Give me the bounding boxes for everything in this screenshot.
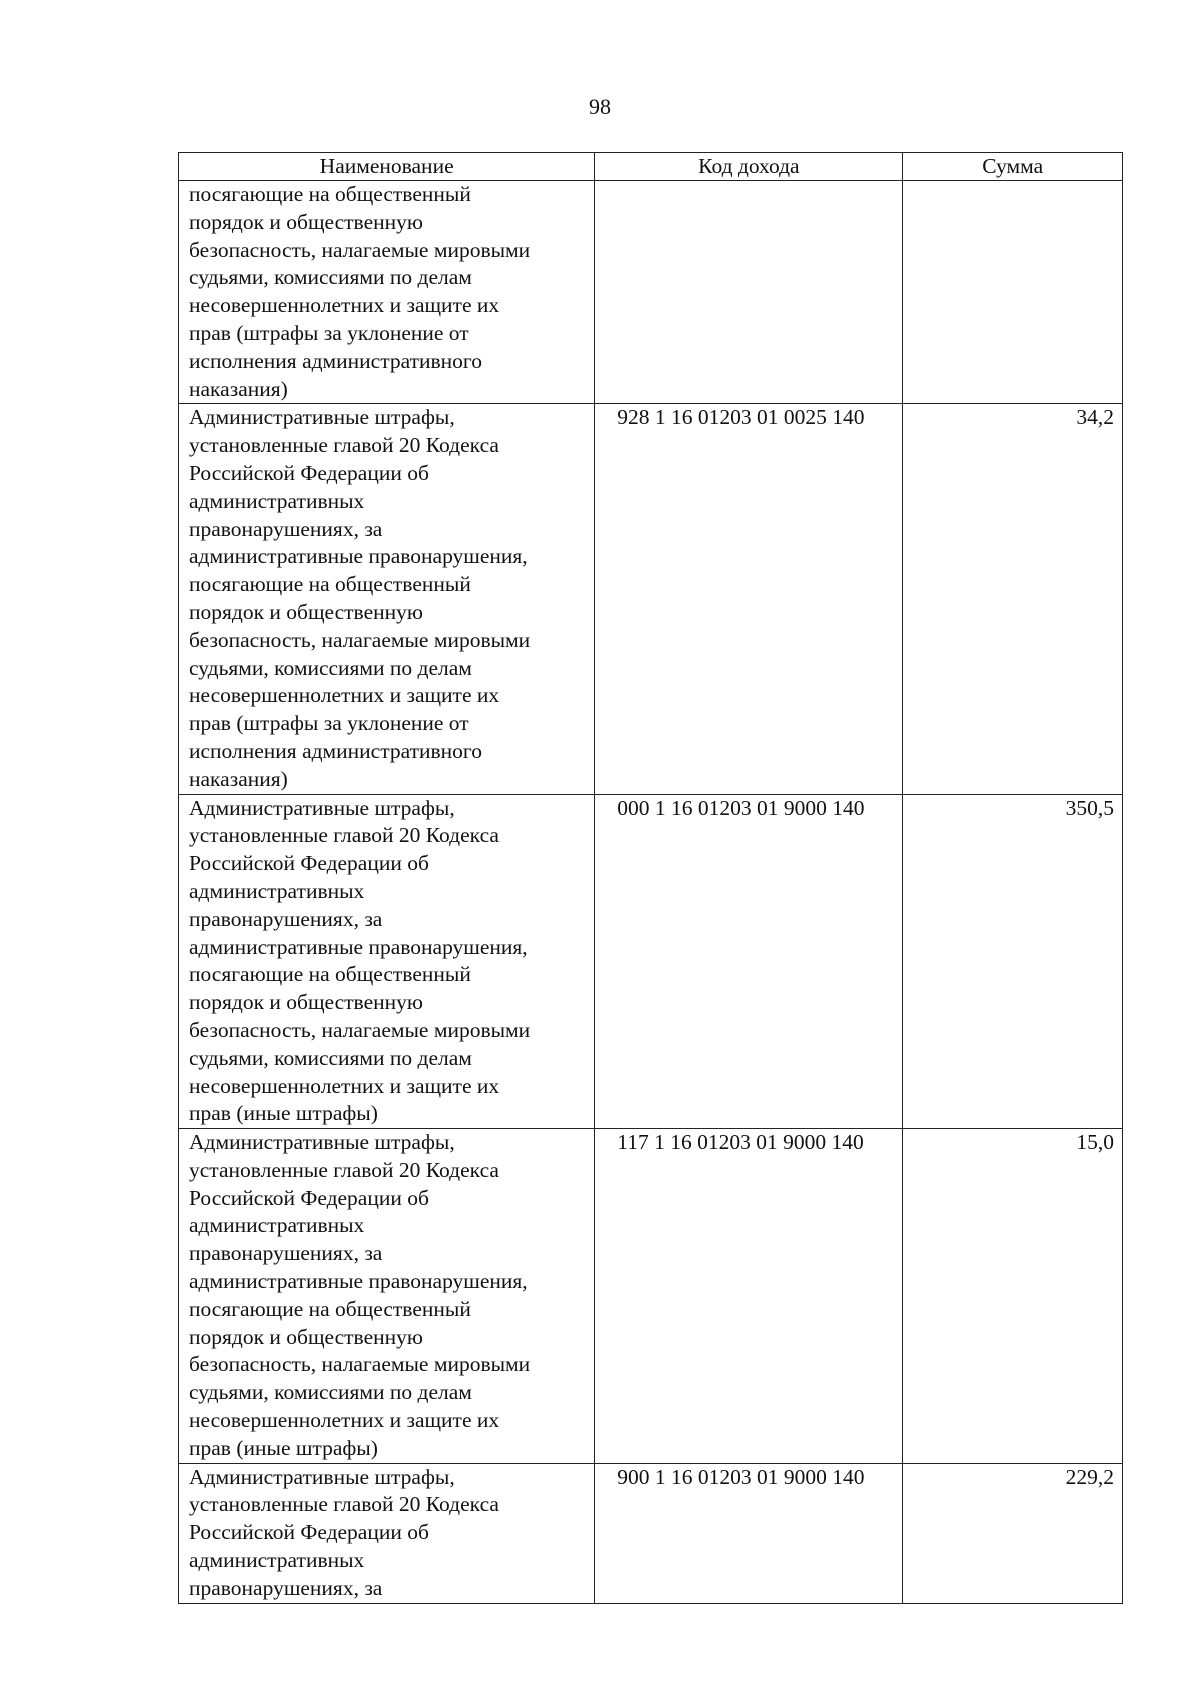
cell-name bbox=[179, 404, 595, 794]
name-line: административные правонарушения, bbox=[189, 1269, 528, 1294]
name-line: административных bbox=[189, 1548, 365, 1573]
name-line: установленные главой 20 Кодекса bbox=[189, 823, 499, 848]
name-line: судьями, комиссиями по делам bbox=[189, 1380, 472, 1405]
name-line: административных bbox=[189, 1213, 365, 1238]
name-line: судьями, комиссиями по делам bbox=[189, 265, 472, 290]
cell-name bbox=[179, 1463, 595, 1603]
name-line: Административные штрафы, bbox=[189, 405, 455, 430]
name-line: судьями, комиссиями по делам bbox=[189, 655, 472, 680]
name-line: правонарушениях, за bbox=[189, 906, 383, 931]
name-line: посягающие на общественный bbox=[189, 572, 471, 597]
name-line: административных bbox=[189, 488, 365, 513]
name-line: порядок и общественную bbox=[189, 1324, 423, 1349]
name-line: Административные штрафы, bbox=[189, 795, 455, 820]
page-number: 98 bbox=[589, 94, 611, 119]
cell-sum: 350,5 bbox=[903, 794, 1123, 1129]
name-line: безопасность, налагаемые мировыми bbox=[189, 627, 531, 652]
name-line: несовершеннолетних и защите их bbox=[189, 683, 500, 708]
name-line: наказания) bbox=[189, 376, 288, 401]
cell-code: 117 1 16 01203 01 9000 140 bbox=[595, 1129, 903, 1464]
income-table bbox=[178, 152, 1123, 1604]
name-line: административных bbox=[189, 878, 365, 903]
table-row bbox=[179, 794, 1123, 1129]
name-line: посягающие на общественный bbox=[189, 962, 471, 987]
name-line: установленные главой 20 Кодекса bbox=[189, 1157, 499, 1182]
name-line: исполнения административного bbox=[189, 738, 482, 763]
name-line: безопасность, налагаемые мировыми bbox=[189, 1017, 531, 1042]
cell-sum: 229,2 bbox=[903, 1463, 1123, 1603]
cell-sum bbox=[903, 181, 1123, 404]
name-line: Российской Федерации об bbox=[189, 851, 429, 876]
name-line: правонарушениях, за bbox=[189, 1575, 383, 1600]
cell-code: 928 1 16 01203 01 0025 140 bbox=[595, 404, 903, 794]
cell-code: 000 1 16 01203 01 9000 140 bbox=[595, 794, 903, 1129]
name-line: правонарушениях, за bbox=[189, 1241, 383, 1266]
cell-sum: 34,2 bbox=[903, 404, 1123, 794]
name-line: безопасность, налагаемые мировыми bbox=[189, 237, 531, 262]
name-line: прав (штрафы за уклонение от bbox=[189, 711, 469, 736]
name-line: посягающие на общественный bbox=[189, 182, 471, 206]
header-name: Наименование bbox=[179, 153, 595, 181]
name-line: прав (иные штрафы) bbox=[189, 1435, 378, 1460]
table-row bbox=[179, 181, 1123, 404]
table-body bbox=[179, 181, 1123, 1604]
name-line: Российской Федерации об bbox=[189, 460, 429, 485]
name-line: установленные главой 20 Кодекса bbox=[189, 1492, 499, 1517]
name-line: прав (иные штрафы) bbox=[189, 1101, 378, 1126]
name-line: Административные штрафы, bbox=[189, 1464, 455, 1489]
cell-code: 900 1 16 01203 01 9000 140 bbox=[595, 1463, 903, 1603]
name-line: Российской Федерации об bbox=[189, 1185, 429, 1210]
name-line: порядок и общественную bbox=[189, 990, 423, 1015]
name-line: Административные штрафы, bbox=[189, 1130, 455, 1155]
name-line: правонарушениях, за bbox=[189, 516, 383, 541]
table-header-row bbox=[179, 153, 1123, 181]
name-line: судьями, комиссиями по делам bbox=[189, 1045, 472, 1070]
name-line: безопасность, налагаемые мировыми bbox=[189, 1352, 531, 1377]
cell-name bbox=[179, 794, 595, 1129]
name-line: порядок и общественную bbox=[189, 209, 423, 234]
name-line: несовершеннолетних и защите их bbox=[189, 1073, 500, 1098]
cell-sum: 15,0 bbox=[903, 1129, 1123, 1464]
name-line: несовершеннолетних и защите их bbox=[189, 1408, 500, 1433]
cell-name bbox=[179, 1129, 595, 1464]
header-code: Код дохода bbox=[595, 153, 903, 181]
header-sum: Сумма bbox=[903, 153, 1123, 181]
name-line: прав (штрафы за уклонение от bbox=[189, 320, 469, 345]
name-line: административные правонарушения, bbox=[189, 544, 528, 569]
cell-code bbox=[595, 181, 903, 404]
name-line: исполнения административного bbox=[189, 348, 482, 373]
table-row bbox=[179, 1129, 1123, 1464]
name-line: установленные главой 20 Кодекса bbox=[189, 433, 499, 458]
table-row bbox=[179, 404, 1123, 794]
cell-name bbox=[179, 181, 595, 404]
table-row bbox=[179, 1463, 1123, 1603]
name-line: несовершеннолетних и защите их bbox=[189, 293, 500, 318]
name-line: наказания) bbox=[189, 766, 288, 791]
name-line: Российской Федерации об bbox=[189, 1520, 429, 1545]
name-line: административные правонарушения, bbox=[189, 934, 528, 959]
name-line: посягающие на общественный bbox=[189, 1296, 471, 1321]
name-line: порядок и общественную bbox=[189, 599, 423, 624]
